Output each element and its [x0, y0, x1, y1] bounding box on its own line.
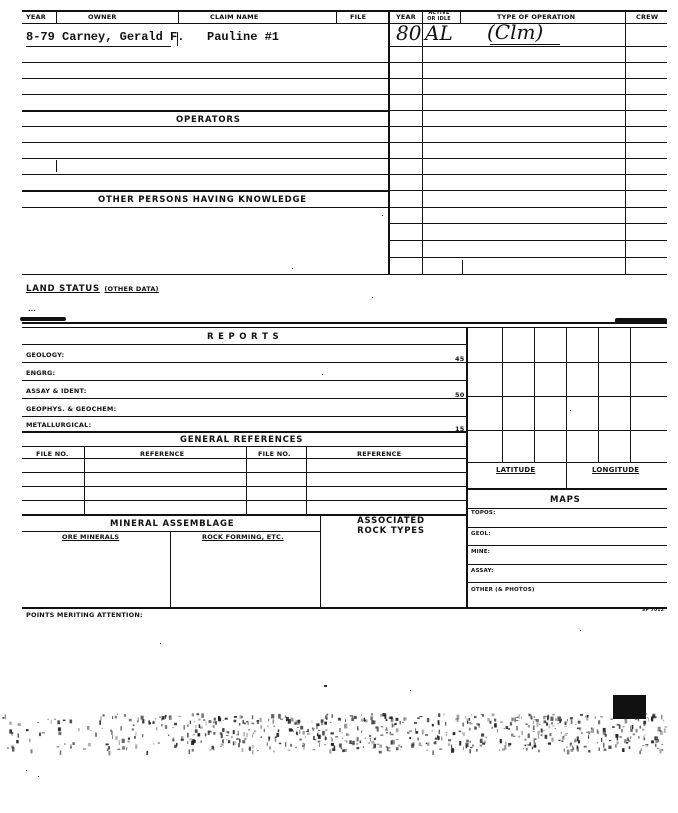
entry-claim-name: Pauline #1	[207, 30, 280, 44]
header-owner: OWNER	[88, 13, 117, 21]
report-metallurgical-num: 15	[455, 425, 465, 433]
ref-reference-1: REFERENCE	[140, 450, 185, 458]
maps-mine: MINE:	[471, 549, 491, 555]
longitude-label: LONGITUDE	[592, 466, 640, 474]
header-claim-name: CLAIM NAME	[210, 13, 259, 21]
report-geology: GEOLOGY:	[26, 351, 65, 359]
entry-year-owner: 8-79 Carney, Gerald F.	[26, 30, 185, 44]
operators-heading: OPERATORS	[176, 115, 241, 125]
rock-forming-label: ROCK FORMING, ETC.	[202, 533, 284, 541]
header-year-2: YEAR	[396, 13, 416, 21]
report-engrg: ENGRG:	[26, 369, 56, 377]
scan-black-block	[613, 695, 646, 719]
associated-rock-types-heading: ASSOCIATED ROCK TYPES	[357, 516, 425, 536]
header-file: FILE	[350, 13, 367, 21]
maps-other: OTHER (& PHOTOS)	[471, 587, 535, 593]
entry-op-year: 80	[396, 21, 422, 45]
points-meriting-attention: POINTS MERITING ATTENTION:	[26, 611, 143, 619]
report-metallurgical: METALLURGICAL:	[26, 421, 92, 429]
entry-operation: (Clm)	[487, 20, 544, 44]
general-references-heading: GENERAL REFERENCES	[180, 435, 304, 445]
form-number: SP 7012	[642, 608, 665, 613]
report-geology-num: 45	[455, 355, 465, 363]
land-status-title: LAND STATUS	[26, 284, 100, 294]
report-assay-num: 50	[455, 391, 465, 399]
ref-reference-2: REFERENCE	[357, 450, 402, 458]
header-crew: CREW	[636, 13, 659, 21]
scan-noise-band	[0, 695, 678, 785]
header-type-of-operation: TYPE OF OPERATION	[497, 13, 576, 21]
entry-status: AL	[425, 21, 453, 45]
maps-geol: GEOL:	[471, 531, 491, 537]
ref-file-no-2: FILE NO.	[258, 450, 291, 458]
mineral-assemblage-heading: MINERAL ASSEMBLAGE	[110, 519, 235, 529]
report-assay: ASSAY & IDENT:	[26, 387, 87, 395]
maps-assay: ASSAY:	[471, 568, 494, 574]
land-status-dots: ...	[28, 305, 37, 313]
scan-smudge-left	[20, 317, 66, 321]
other-persons-heading: OTHER PERSONS HAVING KNOWLEDGE	[98, 195, 307, 205]
ore-minerals-label: ORE MINERALS	[62, 533, 120, 541]
reports-heading: R E P O R T S	[207, 332, 280, 342]
land-status-label	[26, 278, 159, 296]
maps-heading: MAPS	[550, 495, 581, 505]
land-status-subtitle: (OTHER DATA)	[104, 285, 159, 293]
report-geophys: GEOPHYS. & GEOCHEM:	[26, 405, 117, 413]
ref-file-no-1: FILE NO.	[36, 450, 69, 458]
header-year: YEAR	[26, 13, 46, 21]
latitude-label: LATITUDE	[496, 466, 536, 474]
header-active-idle: ACTIVE OR IDLE	[427, 10, 451, 22]
maps-topos: TOPOS:	[471, 510, 496, 516]
